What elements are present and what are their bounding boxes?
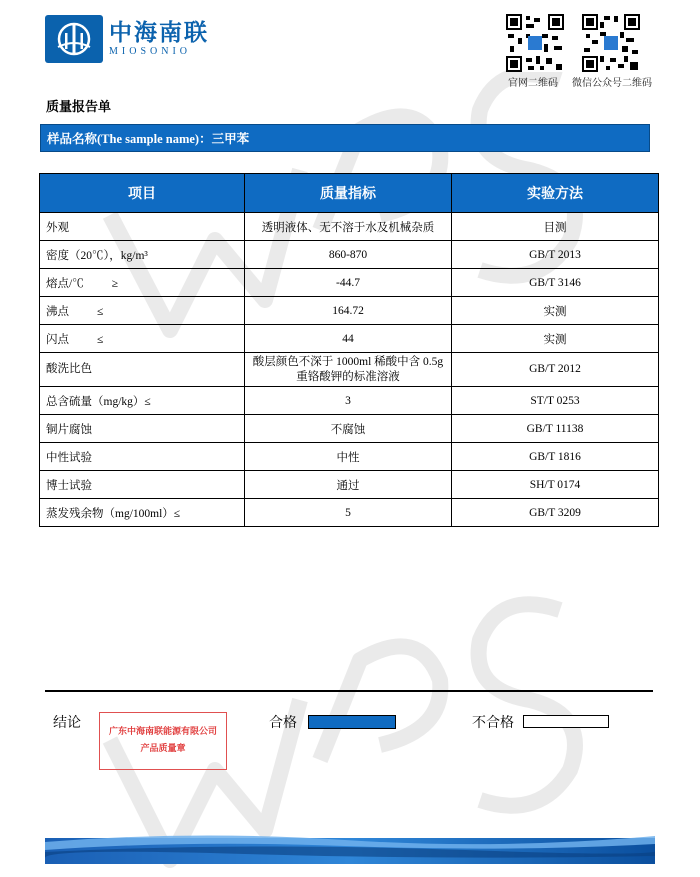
stamp-company: 广东中海南联能源有限公司 [108, 727, 217, 737]
header-spec: 质量指标 [245, 174, 452, 213]
wechat-qr-code[interactable] [582, 14, 640, 72]
header-item: 项目 [40, 174, 245, 213]
cell-spec: 860-870 [245, 241, 452, 269]
conclusion-label: 结论 [53, 715, 81, 731]
table-header-row [40, 174, 659, 213]
quality-spec-table [39, 173, 659, 527]
cell-item [40, 297, 245, 325]
item-name: 总含硫量（mg/kg）≤ [46, 395, 151, 408]
cell-spec: 44 [245, 325, 452, 353]
pass-label: 合格 [269, 715, 297, 731]
header-method: 实验方法 [452, 174, 659, 213]
cell-item [40, 387, 245, 415]
cell-spec: 透明液体、无不溶于水及机械杂质 [245, 213, 452, 241]
item-name: 酸洗比色 [46, 363, 92, 375]
cell-method: GB/T 2012 [452, 353, 659, 387]
table-row [40, 499, 659, 527]
brand-name-cn: 中海南联 [109, 20, 209, 46]
cell-item [40, 269, 245, 297]
item-name: 熔点/℃ [46, 277, 84, 290]
table-row [40, 387, 659, 415]
table-row [40, 241, 659, 269]
pass-checkbox[interactable] [308, 715, 396, 729]
item-name: 中性试验 [46, 451, 92, 464]
cell-spec: -44.7 [245, 269, 452, 297]
document-title: 质量报告单 [46, 100, 112, 115]
website-qr-code[interactable] [506, 14, 564, 72]
cell-item [40, 499, 245, 527]
cell-method: GB/T 3146 [452, 269, 659, 297]
comparison-sign: ≤ [97, 305, 104, 318]
cell-item [40, 353, 245, 387]
logo-emblem-icon [45, 15, 103, 63]
cell-spec: 5 [245, 499, 452, 527]
cell-method: GB/T 2013 [452, 241, 659, 269]
cell-method: GB/T 1816 [452, 443, 659, 471]
cell-method: GB/T 11138 [452, 415, 659, 443]
table-row [40, 213, 659, 241]
table-row [40, 471, 659, 499]
wechat-qr-label: 微信公众号二维码 [572, 78, 652, 89]
cell-spec: 164.72 [245, 297, 452, 325]
cell-spec: 不腐蚀 [245, 415, 452, 443]
item-name: 闪点 [46, 333, 69, 346]
table-row [40, 353, 659, 387]
comparison-sign: ≥ [111, 277, 119, 290]
fail-checkbox[interactable] [523, 715, 609, 728]
footer-decorative-band [45, 830, 655, 864]
item-name: 铜片腐蚀 [46, 423, 92, 436]
cell-item [40, 443, 245, 471]
table-row [40, 325, 659, 353]
website-qr-label: 官网二维码 [508, 78, 558, 89]
cell-spec: 中性 [245, 443, 452, 471]
cell-spec: 3 [245, 387, 452, 415]
cell-spec: 通过 [245, 471, 452, 499]
cell-item [40, 213, 245, 241]
table-row [40, 415, 659, 443]
comparison-sign: ≤ [97, 333, 104, 346]
cell-method: SH/T 0174 [452, 471, 659, 499]
table-row [40, 297, 659, 325]
stamp-title: 产品质量章 [140, 744, 186, 754]
cell-method: 实测 [452, 325, 659, 353]
item-name: 沸点 [46, 305, 69, 318]
sample-name-text: 样品名称(The sample name)：三甲苯 [47, 132, 250, 146]
company-logo [45, 15, 209, 63]
table-row [40, 443, 659, 471]
cell-item [40, 471, 245, 499]
cell-method: 目测 [452, 213, 659, 241]
item-name: 博士试验 [46, 479, 92, 492]
item-name: 密度（20℃），kg/m³ [46, 249, 148, 262]
table-row [40, 269, 659, 297]
cell-item [40, 241, 245, 269]
item-name: 外观 [46, 221, 69, 234]
quality-stamp [99, 712, 227, 770]
item-name: 蒸发残余物（mg/100ml）≤ [46, 507, 181, 520]
cell-item [40, 325, 245, 353]
cell-item [40, 415, 245, 443]
cell-spec: 酸层颜色不深于 1000ml 稀酸中含 0.5g 重铬酸钾的标准溶液 [245, 353, 452, 387]
brand-name-en: MIOSONIO [109, 46, 191, 57]
cell-method: ST/T 0253 [452, 387, 659, 415]
fail-label: 不合格 [472, 715, 514, 731]
cell-method: GB/T 3209 [452, 499, 659, 527]
cell-method: 实测 [452, 297, 659, 325]
footer-divider [45, 690, 653, 692]
sample-name-bar [40, 124, 650, 152]
